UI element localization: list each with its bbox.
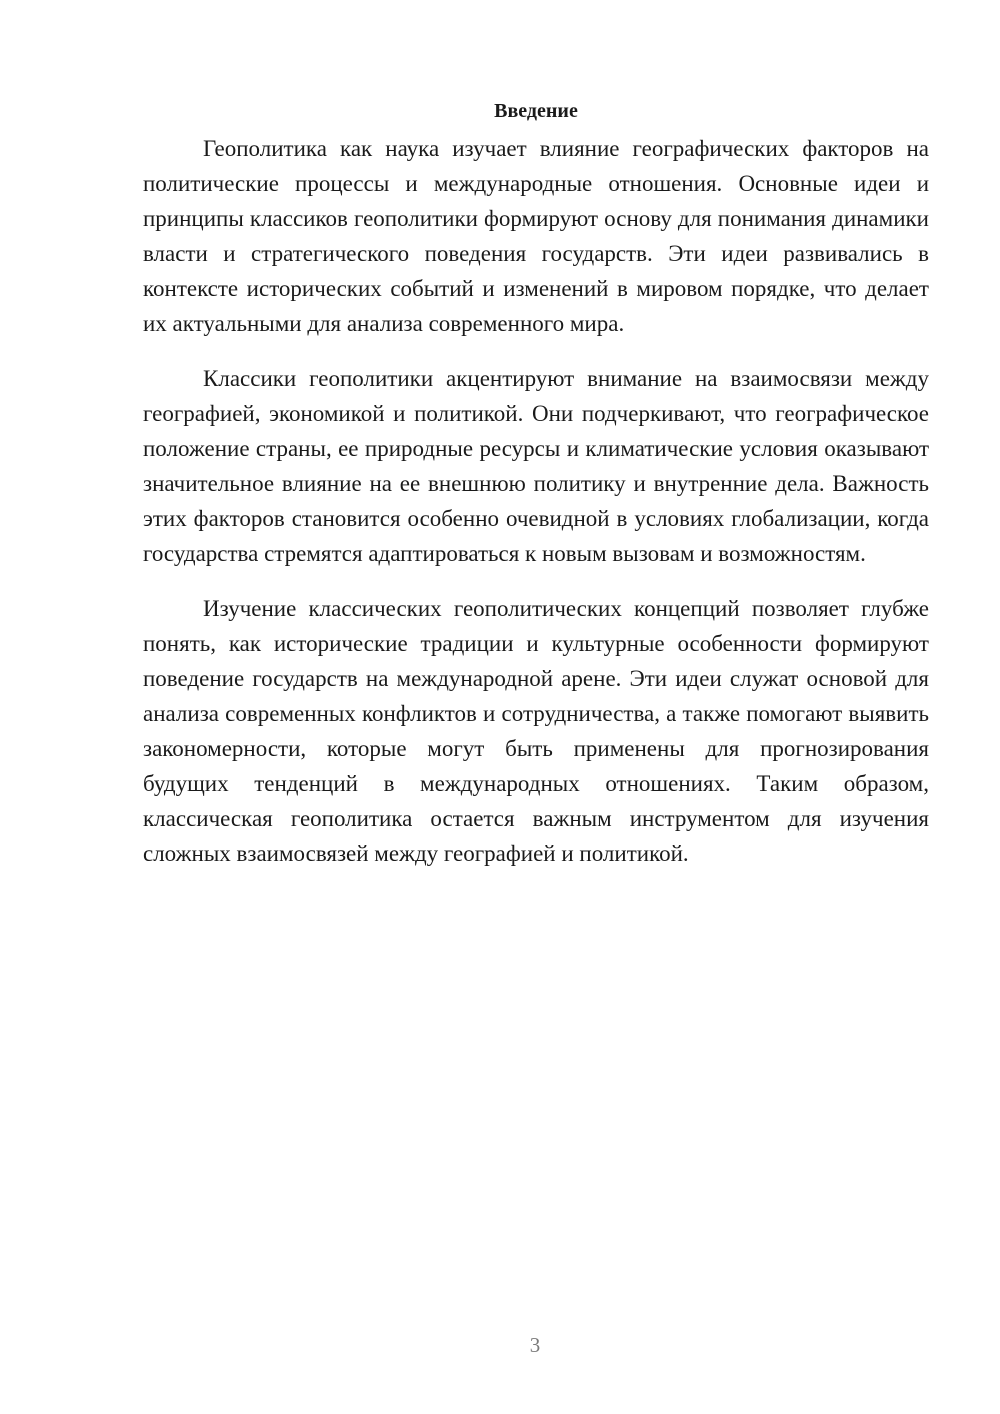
paragraph-2: Классики геополитики акцентируют внимание на взаимосвязи между географией, экономикой и политикой. Они подчеркивают, что географическое положение страны, ее природные ресурсы и климатические условия оказывают значительное влияние на ее внешнюю политику и внутренние дела. Важность этих факторов становится особенно очевидной в условиях глобализации, когда государства стремятся адаптироваться к новым вызовам и возможностям. <box>143 366 929 566</box>
page-content <box>143 96 929 891</box>
paragraph-3: Изучение классических геополитических концепций позволяет глубже понять, как исторические традиции и культурные особенности формируют поведение государств на международной арене. Эти идеи служат основой для анализа современных конфликтов и сотрудничества, а также помогают выявить закономерности, которые могут быть применены для прогнозирования будущих тенденций в международных отношениях. Таким образом, классическая геополитика остается важным инструментом для изучения сложных взаимосвязей между географией и политикой. <box>143 596 929 866</box>
page-number: 3 <box>529 1333 541 1357</box>
paragraph-1: Геополитика как наука изучает влияние географических факторов на политические процессы и международные отношения. Основные идеи и принципы классиков геополитики формируют основу для понимания динамики власти и стратегического поведения государств. Эти идеи развивались в контексте исторических событий и изменений в мировом порядке, что делает их актуальными для анализа современного мира. <box>143 136 929 336</box>
section-heading: Введение <box>494 100 578 122</box>
